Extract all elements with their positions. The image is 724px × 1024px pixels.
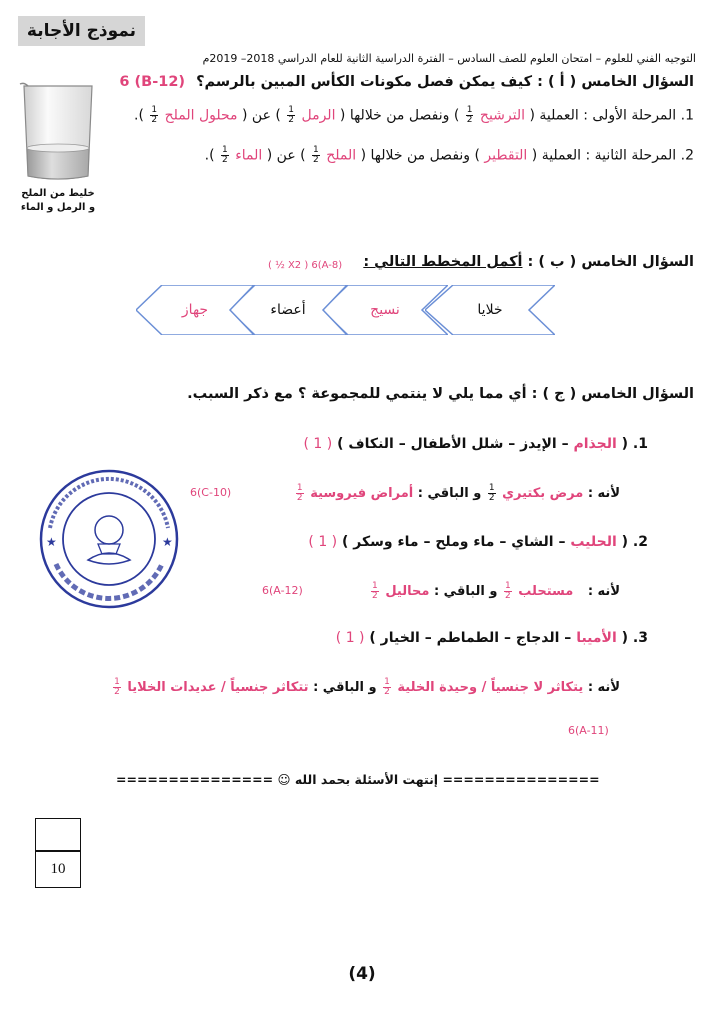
chevron-label: خلايا [477,302,503,318]
half-mark: $\frac{1}{2}$ [114,677,120,697]
beaker-caption-line1: خليط من الملح [21,188,95,199]
line-number: 2. [680,147,694,164]
line-text: ) عن ( [266,147,306,164]
reason-label: لأنه : [587,486,620,501]
half-mark: $\frac{1}{2}$ [151,105,158,125]
part-a-title [119,74,694,90]
item-number: 1. [632,436,648,452]
code-1: 6(C-10) [190,486,232,499]
part-b-prefix: السؤال الخامس ( ب ) : [527,254,694,270]
half-mark: $\frac{1}{2}$ [313,145,319,165]
half-mark: $\frac{1}{2}$ [222,145,228,165]
half-mark: $\frac{1}{2}$ [505,581,511,601]
half-mark: $\frac{1}{2}$ [296,483,303,503]
page-number: (4) [348,964,376,984]
reason-odd: يتكاثر لا جنسياً / وحيدة الخلية [397,680,584,695]
odd-one-out: الجذام [573,436,617,452]
half-mark: $\frac{1}{2}$ [288,105,295,125]
part-c-reason-3 [111,678,620,697]
answer-separated: الملح [326,147,357,164]
item-number: 3. [632,630,648,646]
part-c-title: السؤال الخامس ( ج ) : أي مما يلي لا ينتمي للمجموعة ؟ مع ذكر السبب. [187,386,694,402]
reason-odd: مرض بكتيري [502,486,584,501]
part-c-reason-2 [369,582,620,601]
svg-text:★: ★ [46,535,57,549]
answer-process: التقطير [484,147,528,164]
half-mark: $\frac{1}{2}$ [384,677,390,697]
item-mark: ( 1 ) [335,630,365,646]
paren: ( [621,534,629,550]
answer-from: الماء [235,147,263,164]
line-text: ). [134,107,144,124]
part-c-item-1 [304,436,649,452]
line-number: 1. [680,107,694,124]
half-mark: $\frac{1}{2}$ [372,581,378,601]
odd-one-out: الأميبا [576,630,617,646]
end-of-questions: =============== إنتهت الأسئلة بحمد الله ☺ =============== [116,772,600,787]
part-a-line-1 [134,106,694,125]
reason-rest: تتكاثر جنسياً / [221,680,309,695]
svg-text:★: ★ [162,535,173,549]
score-box-top [35,818,81,852]
chevron-label: نسيج [370,302,400,318]
item-mark: ( 1 ) [308,534,338,550]
code-3: 6(A-11) [568,724,609,737]
reason-label: لأنه : [587,680,620,695]
half-mark: $\frac{1}{2}$ [466,105,473,125]
score-box-bottom [35,850,81,888]
reason-mid: و الباقي : [313,680,377,695]
part-b-instruction: أكمل المخطط التالي : [363,254,523,270]
chevron-label: أعضاء [270,302,306,318]
part-a-line-2 [205,146,694,165]
part-c-item-3 [336,630,648,646]
line-text: المرحلة الثانية : العملية ( [531,147,677,164]
beaker-caption-line2: و الرمل و الماء [20,202,96,213]
line-text: المرحلة الأولى : العملية ( [529,107,677,124]
part-c-reason-1 [294,484,620,503]
paren: ( [621,436,629,452]
reason-rest-2: عديدات الخلايا [127,680,217,695]
item-mark: ( 1 ) [303,436,333,452]
group-rest: – الدجاج – الطماطم – الخيار ) [369,630,572,646]
line-text: ) ونفصل من خلالها ( [339,107,460,124]
line-text: ) ونفصل من خلالها ( [360,147,480,164]
part-b-title [363,254,694,270]
odd-one-out: الحليب [570,534,617,550]
score-value: 10 [50,860,66,877]
answer-process: الترشيح [479,107,526,124]
part-a-question: السؤال الخامس ( أ ) : كيف يمكن فصل مكونات الكأس المبين بالرسم؟ [196,74,694,90]
reason-odd: مستحلب [518,584,574,599]
reason-mid: و الباقي : [417,486,482,501]
group-rest: – الإيدز – شلل الأطفال – النكاف ) [337,436,569,452]
paren: ( [621,630,629,646]
part-b-mark: ( ½ X2 ) 6(A-8) [268,260,343,271]
beaker-illustration [14,78,104,188]
answer-separated: الرمل [301,107,336,124]
reason-rest: محاليل [385,584,430,599]
answer-from: محلول الملح [164,107,238,124]
reason-rest: أمراض فيروسية [310,486,414,501]
code-2: 6(A-12) [262,584,303,597]
part-c-item-2 [308,534,648,550]
line-text: ). [204,147,215,164]
half-mark: $\frac{1}{2}$ [488,483,495,503]
part-a-code: (B-12) 6 [119,74,186,90]
school-seal [38,468,180,610]
exam-header: التوجيه الفني للعلوم – امتحان العلوم للصف السادس – الفترة الدراسية الثانية للعام الدراسي 2018– 2019م [202,52,696,65]
item-number: 2. [632,534,648,550]
reason-mid: و الباقي : [433,584,498,599]
chevron-label: جهاز [181,302,209,318]
group-rest: – الشاي – ماء وملح – ماء وسكر ) [342,534,566,550]
answer-model-badge: نموذج الأجابة [18,16,145,46]
line-text: ) عن ( [242,107,281,124]
reason-label: لأنه : [587,584,620,599]
chevron-system [136,285,254,335]
